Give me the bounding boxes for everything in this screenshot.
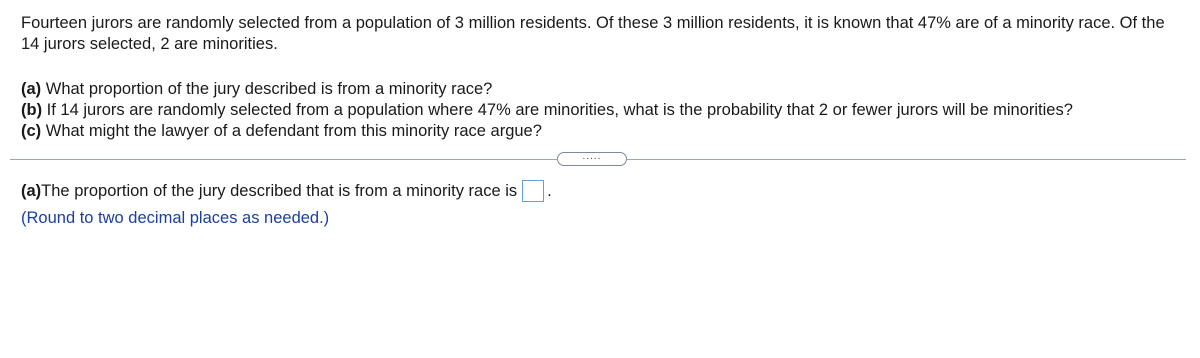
part-c-text: What might the lawyer of a defendant from this minority race argue? [41,122,542,140]
question-intro: Fourteen jurors are randomly selected from a population of 3 million residents. Of these 3 million residents, it is known that 47% are of a minority race. Of the 14 jurors selected, 2 are minorities. [21,14,1165,53]
question-parts [21,79,1191,142]
part-a [21,79,1191,100]
answer-prompt: The proportion of the jury described that is from a minority race is [41,182,518,200]
more-dots-icon: ..... [582,151,602,162]
answer-input[interactable] [522,180,544,202]
part-b-text: If 14 jurors are randomly selected from a population where 47% are minorities, what is the probability that 2 or fewer jurors will be minorities? [42,101,1073,119]
question-text [21,13,1186,55]
answer-line [21,180,552,202]
part-c-tag: (c) [21,122,42,140]
rounding-hint: (Round to two decimal places as needed.) [21,209,330,227]
answer-tag: (a) [21,182,42,200]
expand-button[interactable] [557,152,627,166]
answer-suffix: . [547,182,552,200]
part-a-tag: (a) [21,80,42,98]
part-a-text: What proportion of the jury described is from a minority race? [41,80,493,98]
part-b [21,100,1191,121]
part-b-tag: (b) [21,101,43,119]
part-c [21,121,1191,142]
